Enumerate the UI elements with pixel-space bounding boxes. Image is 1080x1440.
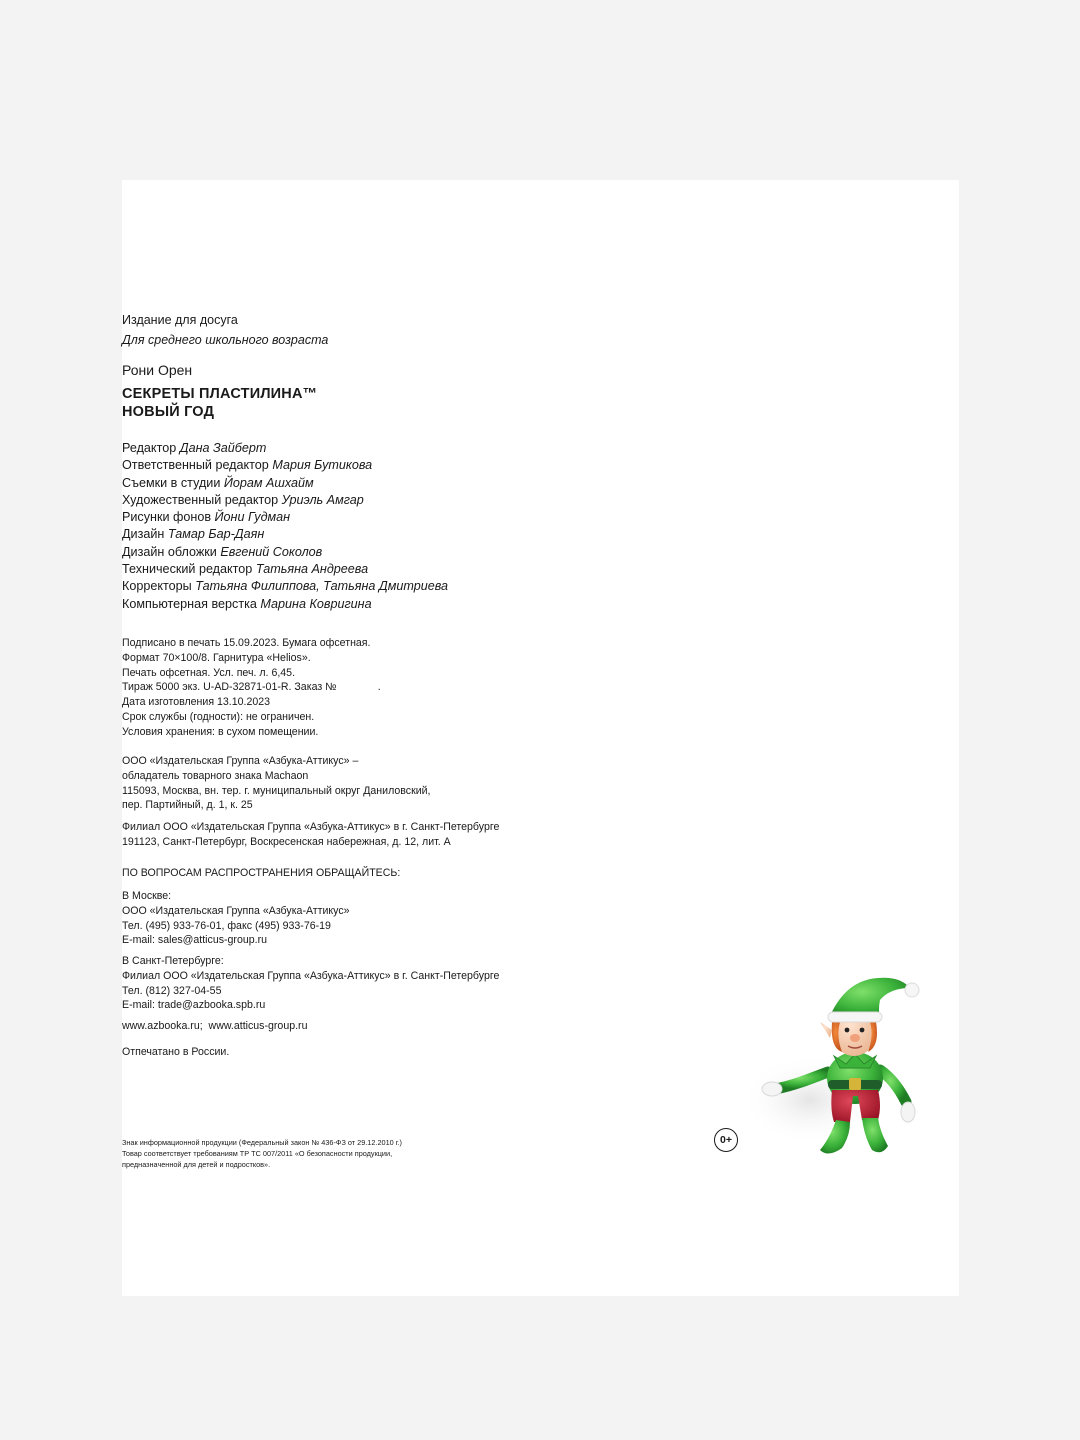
printed-in: Отпечатано в России. — [122, 1046, 230, 1058]
websites: www.azbooka.ru; www.atticus-group.ru — [122, 1020, 308, 1032]
author-name: Рони Орен — [122, 362, 193, 378]
publisher-line: пер. Партийный, д. 1, к. 25 — [122, 799, 253, 812]
age-group-label: Для среднего школьного возраста — [122, 333, 329, 347]
credit-line: Редактор Дана Зайберт — [122, 441, 267, 455]
print-info-line: Условия хранения: в сухом помещении. — [122, 725, 319, 738]
publisher-line: обладатель товарного знака Machaon — [122, 769, 309, 782]
credit-line: Ответственный редактор Мария Бутикова — [122, 458, 373, 473]
print-info — [122, 636, 977, 740]
publisher-line: 115093, Москва, вн. тер. г. муниципальный округ Даниловский, — [122, 784, 431, 797]
credit-line: Компьютерная верстка Марина Ковригина — [122, 596, 372, 611]
credit-line: Рисунки фонов Йони Гудман — [122, 510, 291, 525]
credit-line: Технический редактор Татьяна Андреева — [122, 562, 369, 577]
publisher-info — [122, 754, 977, 813]
moscow-line: В Москве: — [122, 890, 172, 902]
spb-line: В Санкт-Петербурге: — [122, 955, 224, 967]
leisure-label: Издание для досуга — [122, 313, 238, 327]
credit-line: Дизайн обложки Евгений Соколов — [122, 544, 323, 559]
print-info-line: Подписано в печать 15.09.2023. Бумага офсетная. — [122, 637, 371, 649]
age-rating-badge: 0+ — [714, 1128, 738, 1152]
credit-line: Художественный редактор Уриэль Амгар — [122, 492, 364, 507]
credit-line: Съемки в студии Йорам Ашхайм — [122, 475, 314, 490]
credit-line: Корректоры Татьяна Филиппова, Татьяна Дмитриева — [122, 579, 449, 594]
print-info-line: Печать офсетная. Усл. печ. л. 6,45. — [122, 666, 296, 679]
moscow-line: ООО «Издательская Группа «Азбука-Аттикус» — [122, 904, 350, 917]
credits-list — [122, 440, 977, 613]
branch-line: 191123, Санкт-Петербург, Воскресенская набережная, д. 12, лит. А — [122, 835, 451, 848]
print-info-line: Срок службы (годности): не ограничен. — [122, 710, 315, 723]
legal-line: предназначенной для детей и подростков». — [122, 1160, 271, 1170]
moscow-contacts — [122, 889, 977, 948]
spb-email: E-mail: trade@azbooka.spb.ru — [122, 999, 266, 1012]
branch-info — [122, 820, 977, 850]
moscow-line: Тел. (495) 933-76-01, факс (495) 933-76-19 — [122, 919, 331, 932]
plasticine-elf-icon — [750, 960, 950, 1170]
book-title-line1: СЕКРЕТЫ ПЛАСТИЛИНА™ — [122, 386, 318, 402]
print-info-line: Дата изготовления 13.10.2023 — [122, 696, 271, 709]
moscow-email: E-mail: sales@atticus-group.ru — [122, 934, 267, 947]
credit-line: Дизайн Тамар Бар-Даян — [122, 527, 265, 542]
book-title-line2: НОВЫЙ ГОД — [122, 404, 215, 420]
legal-line: Знак информационной продукции (Федеральный закон № 436-ФЗ от 29.12.2010 г.) — [122, 1138, 402, 1147]
spb-line: Филиал ООО «Издательская Группа «Азбука-Аттикус» в г. Санкт-Петербурге — [122, 969, 500, 982]
book-page — [122, 180, 959, 1296]
publisher-line: ООО «Издательская Группа «Азбука-Аттикус» – — [122, 755, 359, 767]
print-info-line: Тираж 5000 экз. U-AD-32871-01-R. Заказ № . — [122, 681, 381, 694]
legal-line: Товар соответствует требованиям ТР ТС 007/2011 «О безопасности продукции, — [122, 1149, 393, 1159]
distribution-heading: ПО ВОПРОСАМ РАСПРОСТРАНЕНИЯ ОБРАЩАЙТЕСЬ: — [122, 867, 401, 879]
spb-line: Тел. (812) 327-04-55 — [122, 984, 222, 997]
branch-line: Филиал ООО «Издательская Группа «Азбука-Аттикус» в г. Санкт-Петербурге — [122, 821, 500, 833]
print-info-line: Формат 70×100/8. Гарнитура «Helios». — [122, 651, 311, 664]
